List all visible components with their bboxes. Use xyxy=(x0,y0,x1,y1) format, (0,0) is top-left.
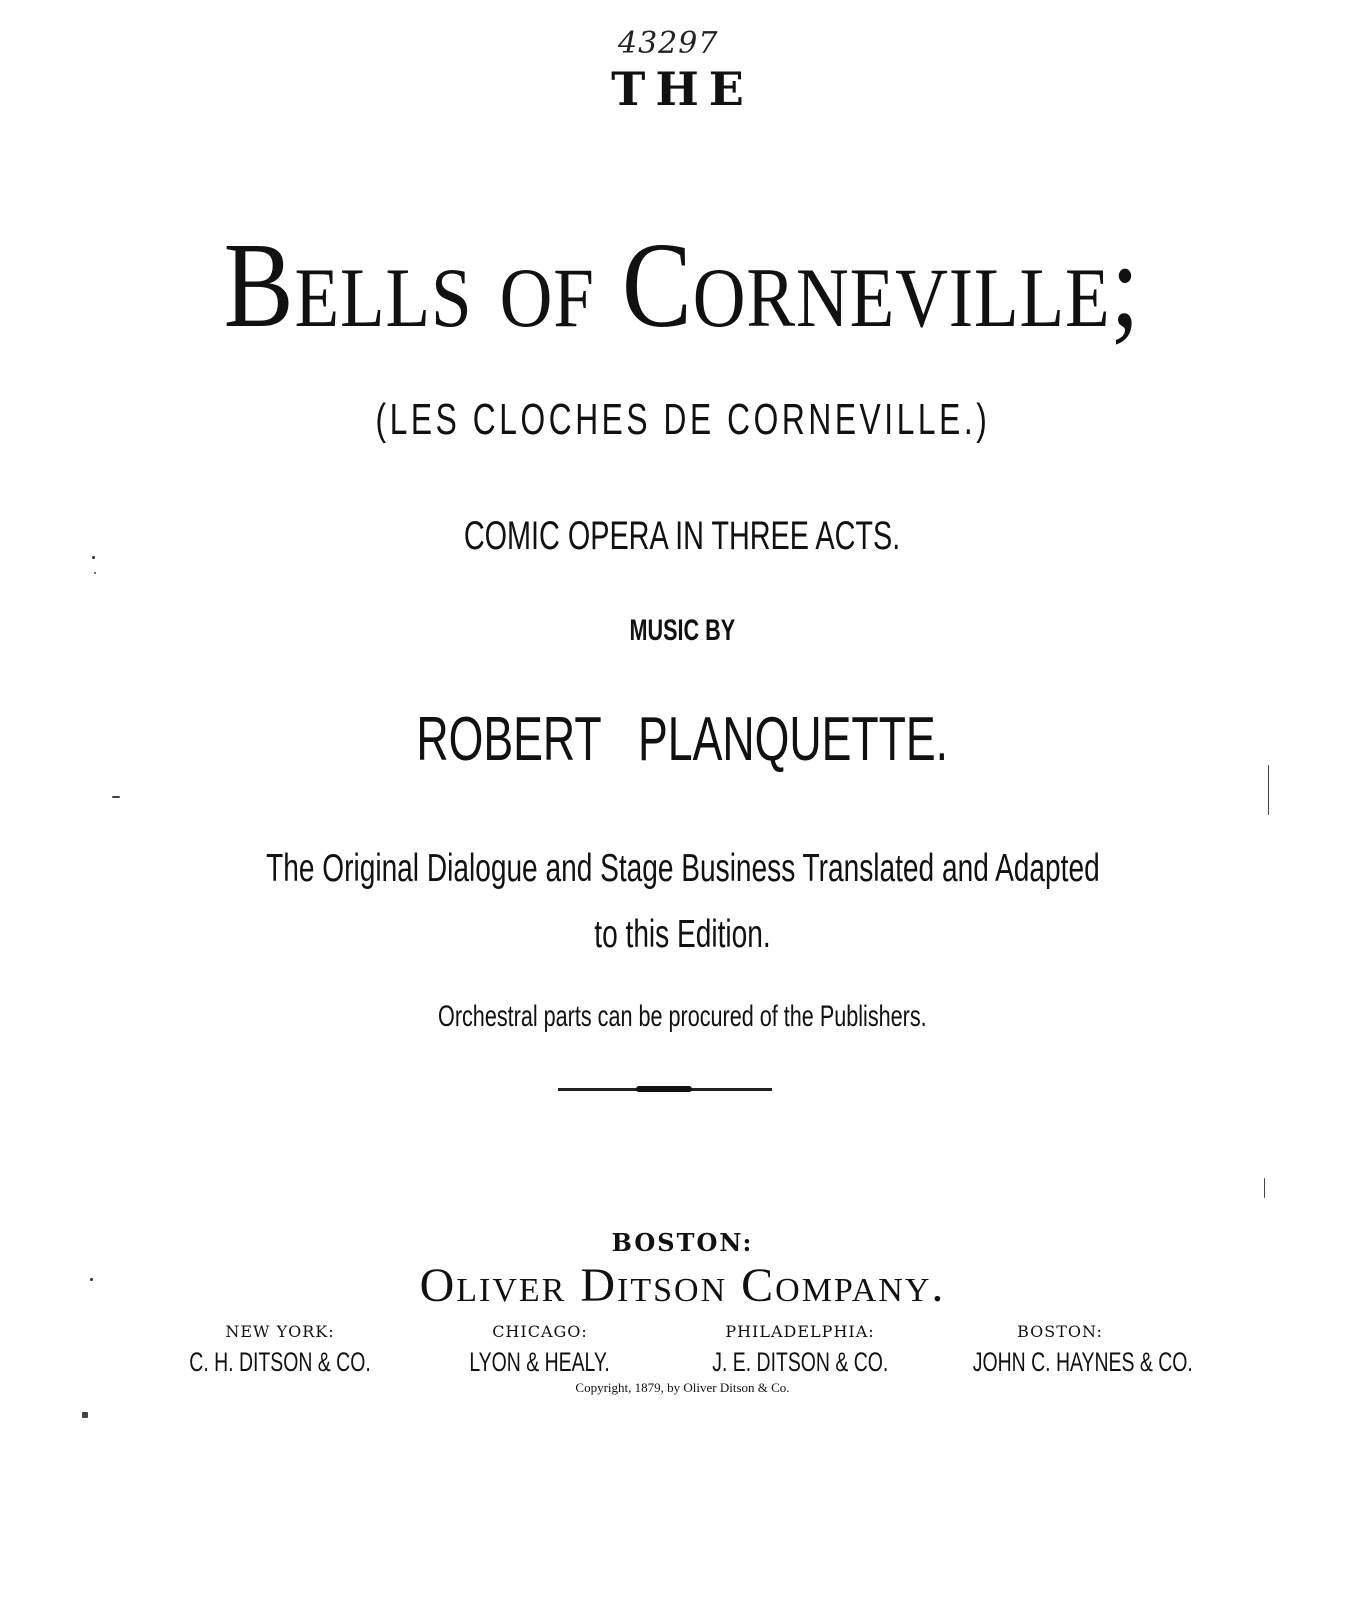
translation-note-line1: The Original Dialogue and Stage Business Translated and Adapted xyxy=(265,847,1100,890)
branch-new-york xyxy=(150,1322,410,1378)
divider-ornament xyxy=(636,1086,692,1092)
genre-line xyxy=(0,512,1365,559)
scan-speck xyxy=(94,572,96,574)
composer-line xyxy=(0,704,1365,776)
translation-line-2 xyxy=(0,912,1365,957)
subtitle: (LES CLOCHES DE CORNEVILLE.) xyxy=(375,395,990,444)
branch-name xyxy=(930,1347,1193,1378)
branch-offices xyxy=(150,1322,1193,1378)
branch-name xyxy=(670,1347,930,1378)
orchestral-note: Orchestral parts can be procured of the Publishers. xyxy=(438,1000,927,1033)
scan-speck xyxy=(90,1278,93,1281)
handwritten-catalog-number: 43297 xyxy=(618,26,719,61)
branch-name xyxy=(150,1347,410,1378)
scan-speck xyxy=(1264,1178,1265,1198)
scan-speck xyxy=(92,556,95,559)
publisher-city: BOSTON: xyxy=(611,1228,754,1257)
main-title: Bells of Corneville; xyxy=(224,218,1141,353)
branch-name-text: LYON & HEALY. xyxy=(469,1347,611,1377)
music-by-line xyxy=(0,614,1365,648)
orchestral-line xyxy=(0,1000,1365,1034)
branch-name-text: J. E. DITSON & CO. xyxy=(711,1347,889,1377)
main-title-line xyxy=(0,216,1365,356)
branch-city: NEW YORK: xyxy=(225,1322,335,1341)
publisher-name: Oliver Ditson Company. xyxy=(419,1259,946,1312)
translation-line-1 xyxy=(0,846,1365,891)
music-by: MUSIC BY xyxy=(629,614,736,647)
translation-note-line2: to this Edition. xyxy=(594,913,771,956)
title-the: THE xyxy=(611,62,754,116)
composer: ROBERT PLANQUETTE. xyxy=(416,705,949,774)
genre: COMIC OPERA IN THREE ACTS. xyxy=(464,514,901,558)
branch-name-text: C. H. DITSON & CO. xyxy=(189,1347,371,1377)
branch-boston xyxy=(930,1322,1193,1378)
branch-name-text: JOHN C. HAYNES & CO. xyxy=(972,1347,1193,1377)
scan-speck xyxy=(112,796,120,798)
scan-speck xyxy=(82,1412,88,1418)
branch-chicago xyxy=(410,1322,670,1378)
copyright-notice: Copyright, 1879, by Oliver Ditson & Co. xyxy=(575,1380,790,1395)
branch-philadelphia xyxy=(670,1322,930,1378)
branch-city: CHICAGO: xyxy=(492,1322,588,1341)
branch-name xyxy=(410,1347,670,1378)
branch-city: BOSTON: xyxy=(1017,1322,1103,1341)
subtitle-line xyxy=(0,394,1365,445)
scan-speck xyxy=(1268,765,1269,815)
branch-city: PHILADELPHIA: xyxy=(725,1322,875,1341)
